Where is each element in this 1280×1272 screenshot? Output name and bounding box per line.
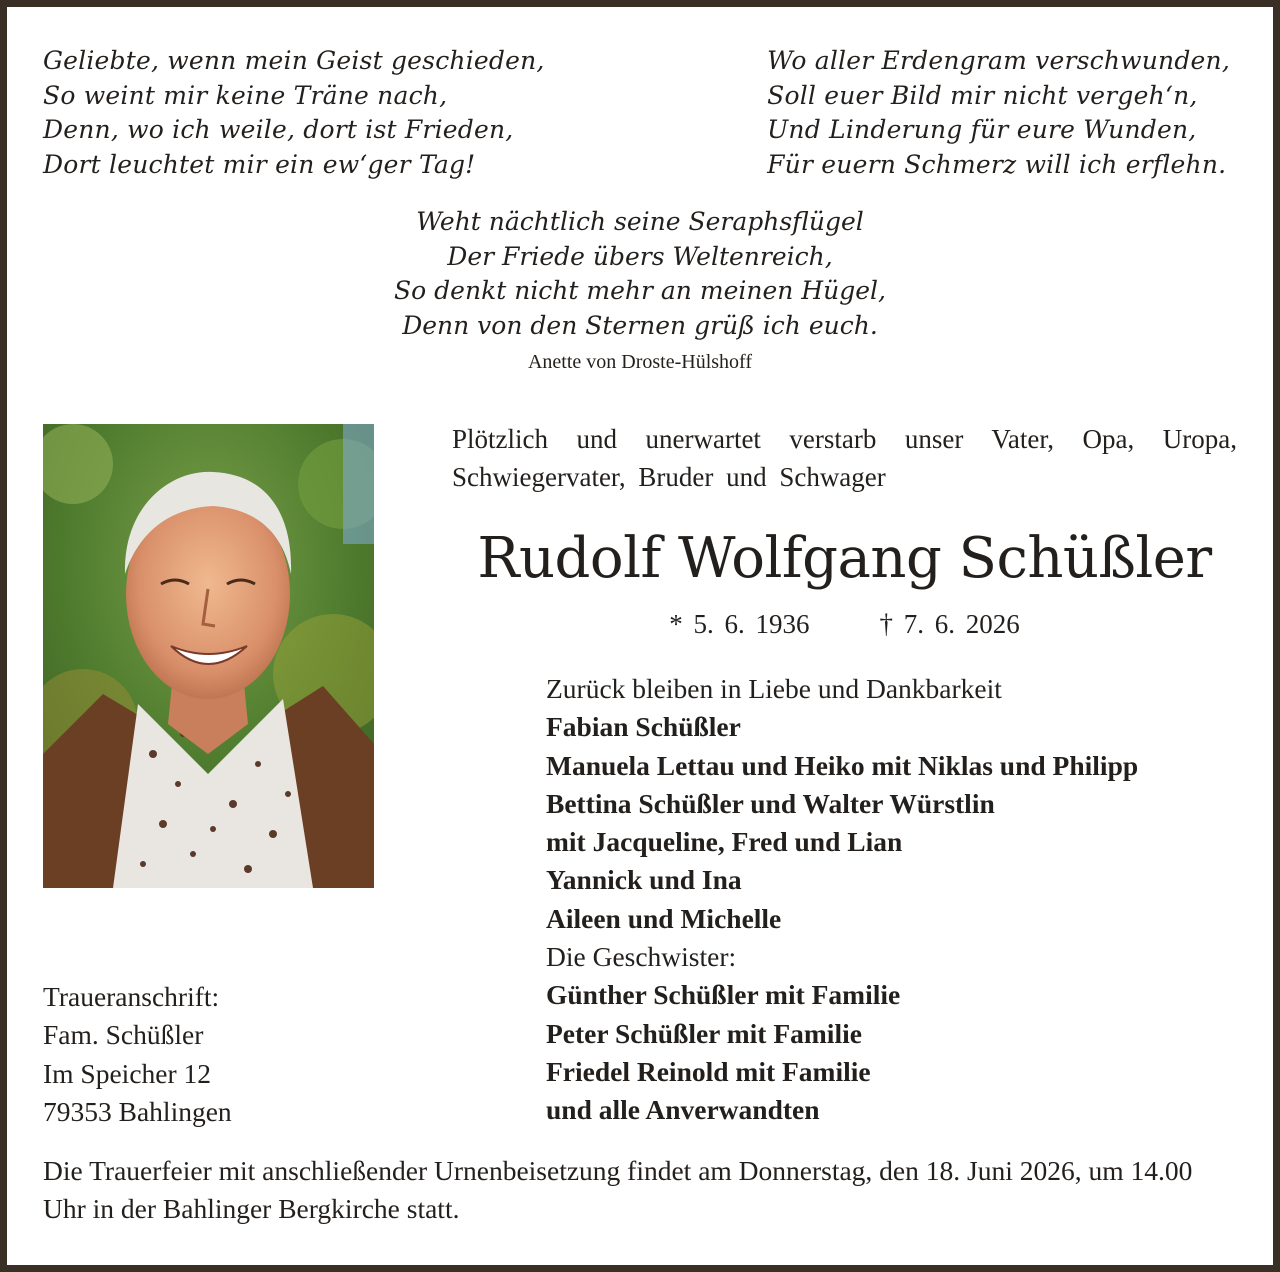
address-line: Traueranschrift: — [43, 981, 220, 1012]
poem-line: Der Friede übers Weltenreich, — [447, 241, 833, 271]
poem-line: Denn, wo ich weile, dort ist Frieden, — [43, 115, 514, 144]
survivor-line: Die Geschwister: — [546, 941, 737, 973]
life-dates — [452, 609, 1237, 640]
poem-line: Für euern Schmerz will ich erflehn. — [767, 149, 1227, 179]
poem-line: Wo aller Erdengram verschwunden, — [767, 46, 1230, 75]
survivor-line: Günther Schüßler mit Familie — [546, 979, 901, 1011]
poem-line: Geliebte, wenn mein Geist geschieden, — [43, 46, 545, 75]
poem-center-stanza — [0, 205, 1280, 343]
survivor-line: Aileen und Michelle — [546, 902, 782, 934]
poem-left-stanza — [43, 44, 545, 182]
survivor-line: Zurück bleiben in Liebe und Dankbarkeit — [546, 673, 1002, 704]
survivor-line: Friedel Reinold mit Familie — [546, 1055, 871, 1087]
portrait-illustration — [43, 424, 374, 888]
survivor-line: und alle Anverwandten — [546, 1094, 820, 1126]
poem-author: Anette von Droste-Hülshoff — [527, 351, 753, 373]
portrait-photo — [43, 424, 374, 888]
poem-right-stanza — [767, 44, 1230, 182]
survivor-line: mit Jacqueline, Fred und Lian — [546, 826, 903, 858]
address-line: Fam. Schüßler — [43, 1019, 204, 1051]
poem-line: Soll euer Bild mir nicht vergeh‘n, — [767, 80, 1198, 110]
service-announcement: Die Trauerfeier mit anschließender Urnenbeisetzung findet am Donnerstag, den 18. Juni 2026, um 14.00 Uhr in der Bahlinger Bergkirche statt. — [43, 1155, 1193, 1224]
birth-date: * 5. 6. 1936 — [669, 609, 810, 639]
deceased-name: Rudolf Wolfgang Schüßler — [477, 526, 1212, 591]
address-line: 79353 Bahlingen — [43, 1095, 232, 1127]
poem-line: Weht nächtlich seine Seraphsflügel — [416, 207, 864, 236]
survivor-line: Bettina Schüßler und Walter Würstlin — [546, 787, 995, 819]
poem-line: Dort leuchtet mir ein ew‘ger Tag! — [43, 149, 476, 179]
poem-line: So weint mir keine Träne nach, — [43, 80, 448, 110]
survivors-list — [546, 670, 1138, 1130]
poem-line: So denkt nicht mehr an meinen Hügel, — [394, 276, 886, 305]
poem-line: Denn von den Sternen grüß ich euch. — [402, 310, 878, 340]
survivor-line: Peter Schüßler mit Familie — [546, 1017, 862, 1049]
survivor-line: Manuela Lettau und Heiko mit Niklas und Philipp — [546, 749, 1139, 781]
survivor-line: Yannick und Ina — [546, 864, 742, 896]
poem-line: Und Linderung für eure Wunden, — [767, 115, 1197, 144]
mourning-address — [43, 978, 232, 1131]
intro-text: Plötzlich und unerwartet verstarb unser Vater, Opa, Uropa, Schwiegervater, Bruder und Schwager — [452, 424, 1237, 492]
survivor-line: Fabian Schüßler — [546, 711, 741, 743]
address-line: Im Speicher 12 — [43, 1057, 212, 1089]
death-date: † 7. 6. 2026 — [879, 609, 1020, 639]
